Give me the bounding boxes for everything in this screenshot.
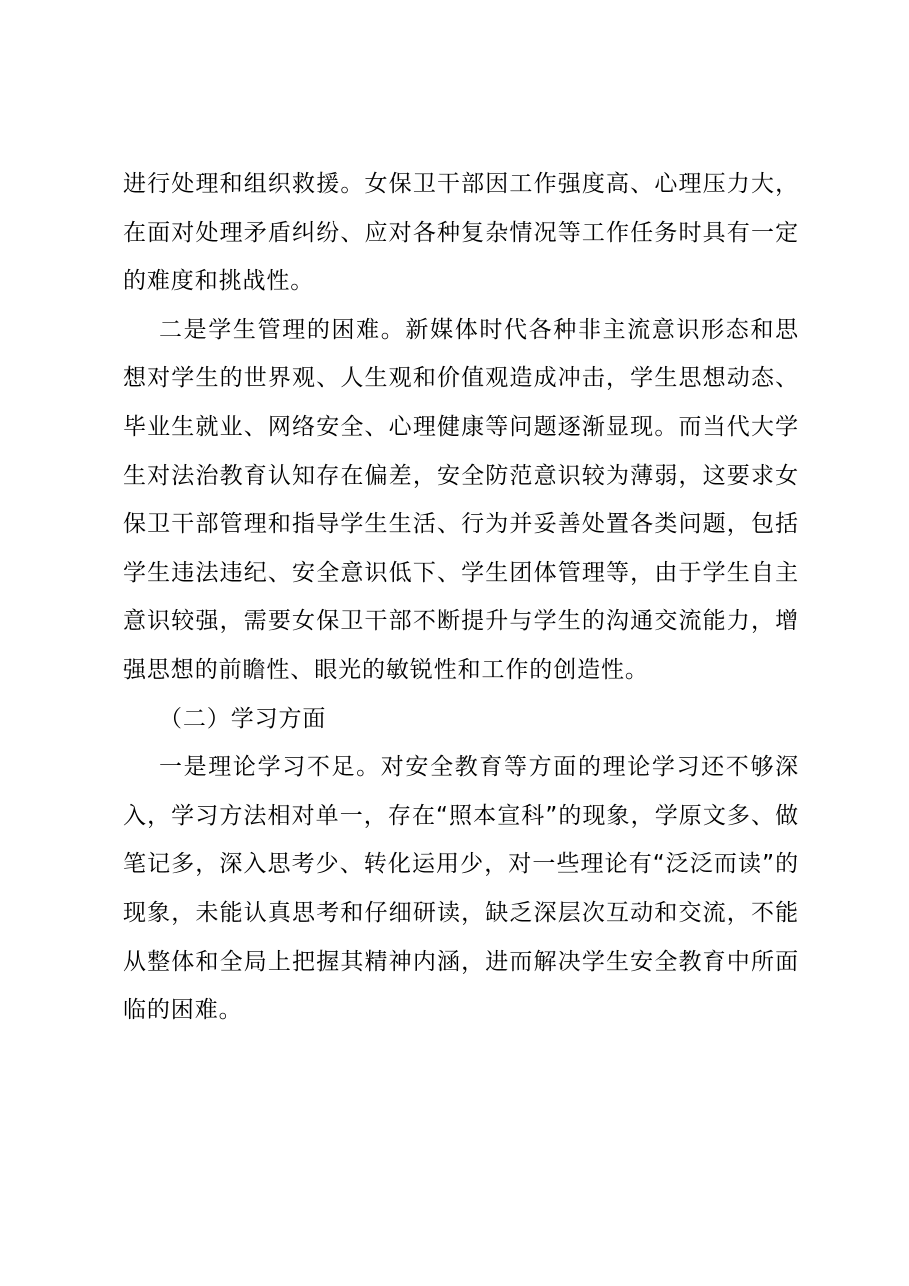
paragraph-student-management: 二是学生管理的困难。新媒体时代各种非主流意识形态和思想对学生的世界观、人生观和价值观造成冲击，学生思想动态、毕业生就业、网络安全、心理健康等问题逐渐显现。而当代大学生对法治教育认知存在偏差，安全防范意识较为薄弱，这要求女保卫干部管理和指导学生生活、行为并妥善处置各类问题，包括学生违法违纪、安全意识低下、学生团体管理等，由于学生自主意识较强，需要女保卫干部不断提升与学生的沟通交流能力，增强思想的前瞻性、眼光的敏锐性和工作的创造性。 [123,316,799,683]
paragraph-continuation: 进行处理和组织救援。女保卫干部因工作强度高、心理压力大，在面对处理矛盾纠纷、应对各种复杂情况等工作任务时具有一定的难度和挑战性。 [123,171,799,295]
paragraph-theory-study: 一是理论学习不足。对安全教育等方面的理论学习还不够深入，学习方法相对单一，存在“照本宣科”的现象，学原文多、做笔记多，深入思考少、转化运用少，对一些理论有“泛泛而读”的现象，未能认真思考和仔细研读，缺乏深层次互动和交流，不能从整体和全局上把握其精神内涵，进而解决学生安全教育中所面临的困难。 [123,754,799,1024]
section-heading-study: （二）学习方面 [159,705,327,732]
document-page [123,160,799,1035]
